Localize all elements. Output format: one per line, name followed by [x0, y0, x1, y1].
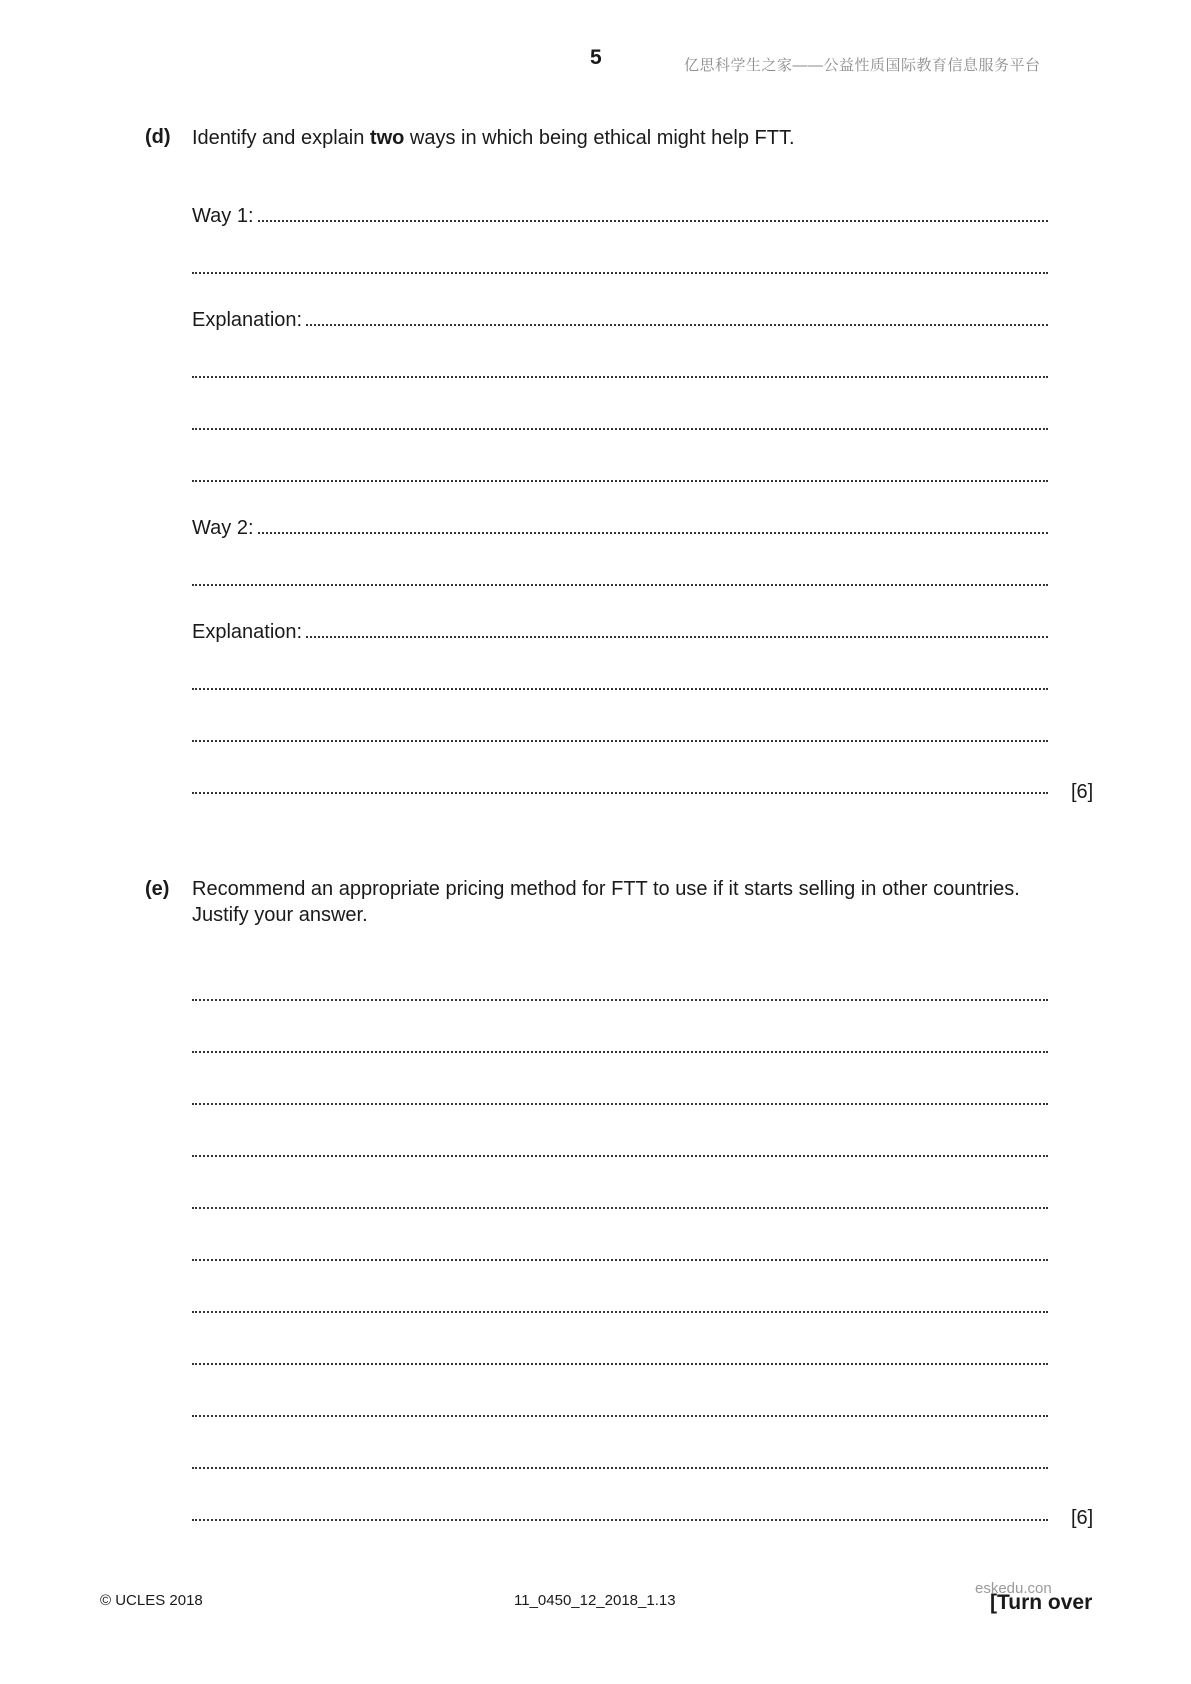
- question-e-text-line1: Recommend an appropriate pricing method for FTT to use if it starts selling in other countries.: [192, 878, 1020, 900]
- answer-line[interactable]: [192, 1401, 1048, 1421]
- question-d-text-bold: two: [369, 127, 405, 149]
- answer-line-way2[interactable]: [192, 518, 1048, 538]
- answer-line[interactable]: [192, 1453, 1048, 1473]
- question-d-prompt: [192, 125, 795, 151]
- footer-watermark: eskedu.con: [975, 1580, 1052, 1597]
- answer-line-way1[interactable]: [192, 206, 1048, 226]
- header-watermark: 亿思科学生之家——公益性质国际教育信息服务平台: [684, 57, 1041, 74]
- answer-line[interactable]: [192, 1089, 1048, 1109]
- answer-line-explanation1[interactable]: [192, 310, 1048, 330]
- explanation1-label: Explanation:: [192, 310, 303, 330]
- way1-label: Way 1:: [192, 206, 254, 226]
- answer-line[interactable]: [192, 1349, 1048, 1369]
- answer-line[interactable]: [192, 466, 1048, 486]
- answer-line[interactable]: [192, 674, 1048, 694]
- answer-line[interactable]: [192, 1141, 1048, 1161]
- answer-line-explanation2[interactable]: [192, 622, 1048, 642]
- answer-line[interactable]: [192, 570, 1048, 590]
- question-e-marks: [6]: [1071, 1507, 1094, 1529]
- answer-line[interactable]: [192, 362, 1048, 382]
- question-e-prompt: [192, 876, 1020, 928]
- answer-line[interactable]: [192, 1297, 1048, 1317]
- question-e-label: (e): [145, 878, 170, 900]
- question-d-text-after: ways in which being ethical might help FTT.: [404, 127, 795, 149]
- answer-line[interactable]: [192, 726, 1048, 746]
- question-e-text-line2: Justify your answer.: [192, 904, 368, 926]
- answer-line[interactable]: [192, 1245, 1048, 1265]
- copyright: © UCLES 2018: [100, 1592, 203, 1609]
- way2-label: Way 2:: [192, 518, 254, 538]
- explanation2-label: Explanation:: [192, 622, 303, 642]
- answer-line[interactable]: [192, 985, 1048, 1005]
- page-number: 5: [590, 46, 602, 69]
- answer-line[interactable]: [192, 414, 1048, 434]
- answer-line[interactable]: [192, 1037, 1048, 1057]
- turn-over: [Turn over: [990, 1591, 1093, 1614]
- answer-line[interactable]: [192, 1193, 1048, 1213]
- answer-line[interactable]: [192, 1505, 1048, 1525]
- question-d-text-before: Identify and explain: [192, 127, 370, 149]
- question-d-marks: [6]: [1071, 781, 1094, 803]
- answer-line[interactable]: [192, 258, 1048, 278]
- question-d-label: (d): [145, 126, 171, 148]
- paper-code: 11_0450_12_2018_1.13: [514, 1592, 676, 1609]
- answer-line[interactable]: [192, 778, 1048, 798]
